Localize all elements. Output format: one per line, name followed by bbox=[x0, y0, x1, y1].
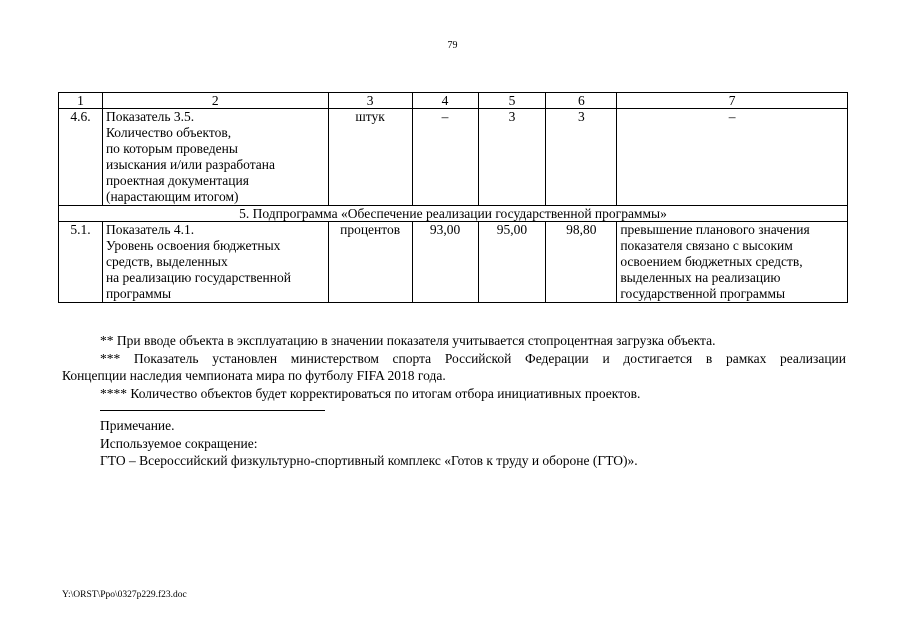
row-5-1-note bbox=[617, 222, 848, 303]
footnote-4: **** Количество объектов будет корректироваться по итогам отбора инициативных проектов. bbox=[100, 385, 641, 401]
abbreviation-title: Используемое сокращение: bbox=[100, 435, 258, 451]
row-5-1-value-1: 93,00 bbox=[412, 222, 478, 303]
table-row-5-1 bbox=[59, 222, 848, 303]
abbreviation-gto: ГТО – Всероссийский физкультурно-спортивный комплекс «Готов к труду и обороне (ГТО)». bbox=[100, 453, 638, 468]
row-5-1-value-2: 95,00 bbox=[478, 222, 546, 303]
footnote-2: ** При вводе объекта в эксплуатацию в значении показателя учитывается стопроцентная загрузка объекта. bbox=[100, 333, 716, 348]
indicator-line: Показатель 3.5. bbox=[105, 109, 195, 124]
header-col-3: 3 bbox=[328, 93, 412, 109]
row-4-6-value-1: – bbox=[412, 109, 478, 206]
indicators-table bbox=[58, 92, 848, 303]
note-line: превышение планового значения bbox=[620, 222, 810, 237]
header-col-1: 1 bbox=[59, 93, 103, 109]
indicator-line: изыскания и/или разработана bbox=[105, 157, 276, 172]
row-5-1-unit: процентов bbox=[328, 222, 412, 303]
indicator-line: проектная документация bbox=[105, 173, 249, 188]
note-line: освоением бюджетных средств, bbox=[620, 254, 803, 269]
header-col-6: 6 bbox=[546, 93, 617, 109]
row-5-1-number: 5.1. bbox=[59, 222, 103, 303]
header-col-5: 5 bbox=[478, 93, 546, 109]
row-4-6-indicator bbox=[102, 109, 328, 206]
footnote-3-line-2: Концепции наследия чемпионата мира по футболу FIFA 2018 года. bbox=[62, 368, 446, 383]
row-4-6-number: 4.6. bbox=[59, 109, 103, 206]
note-line: показателя связано с высоким bbox=[620, 238, 793, 253]
row-5-1-indicator bbox=[102, 222, 328, 303]
file-path-footer: Y:\ORST\Ppo\0327p229.f23.doc bbox=[62, 590, 187, 600]
row-5-1-value-3: 98,80 bbox=[546, 222, 617, 303]
remark-title: Примечание. bbox=[100, 418, 175, 433]
indicator-line: средств, выделенных bbox=[105, 254, 228, 269]
row-4-6-value-3: 3 bbox=[546, 109, 617, 206]
note-line: государственной программы bbox=[620, 286, 786, 301]
separator-line bbox=[100, 410, 325, 411]
row-4-6-note: – bbox=[617, 109, 848, 206]
indicator-line: по которым проведены bbox=[105, 141, 238, 156]
row-4-6-value-2: 3 bbox=[478, 109, 546, 206]
header-col-2: 2 bbox=[102, 93, 328, 109]
indicator-line: Уровень освоения бюджетных bbox=[105, 238, 281, 253]
footnote-3-line-1: *** Показатель установлен министерством спорта Российской Федерации и достигается в рамках реализации bbox=[100, 350, 846, 366]
row-4-6-unit: штук bbox=[328, 109, 412, 206]
table-row-4-6 bbox=[59, 109, 848, 206]
section-row-5 bbox=[59, 206, 848, 222]
footnotes bbox=[62, 332, 846, 470]
header-col-7: 7 bbox=[617, 93, 848, 109]
header-col-4: 4 bbox=[412, 93, 478, 109]
indicator-line: программы bbox=[105, 286, 172, 301]
indicator-line: Показатель 4.1. bbox=[105, 222, 195, 237]
page-number: 79 bbox=[447, 40, 458, 51]
indicator-line: (нарастающим итогом) bbox=[105, 189, 239, 204]
section-5-title: 5. Подпрограмма «Обеспечение реализации государственной программы» bbox=[59, 206, 848, 222]
table-header-row bbox=[59, 93, 848, 109]
note-line: выделенных на реализацию bbox=[620, 270, 781, 285]
indicator-line: на реализацию государственной bbox=[105, 270, 291, 285]
indicator-line: Количество объектов, bbox=[105, 125, 232, 140]
